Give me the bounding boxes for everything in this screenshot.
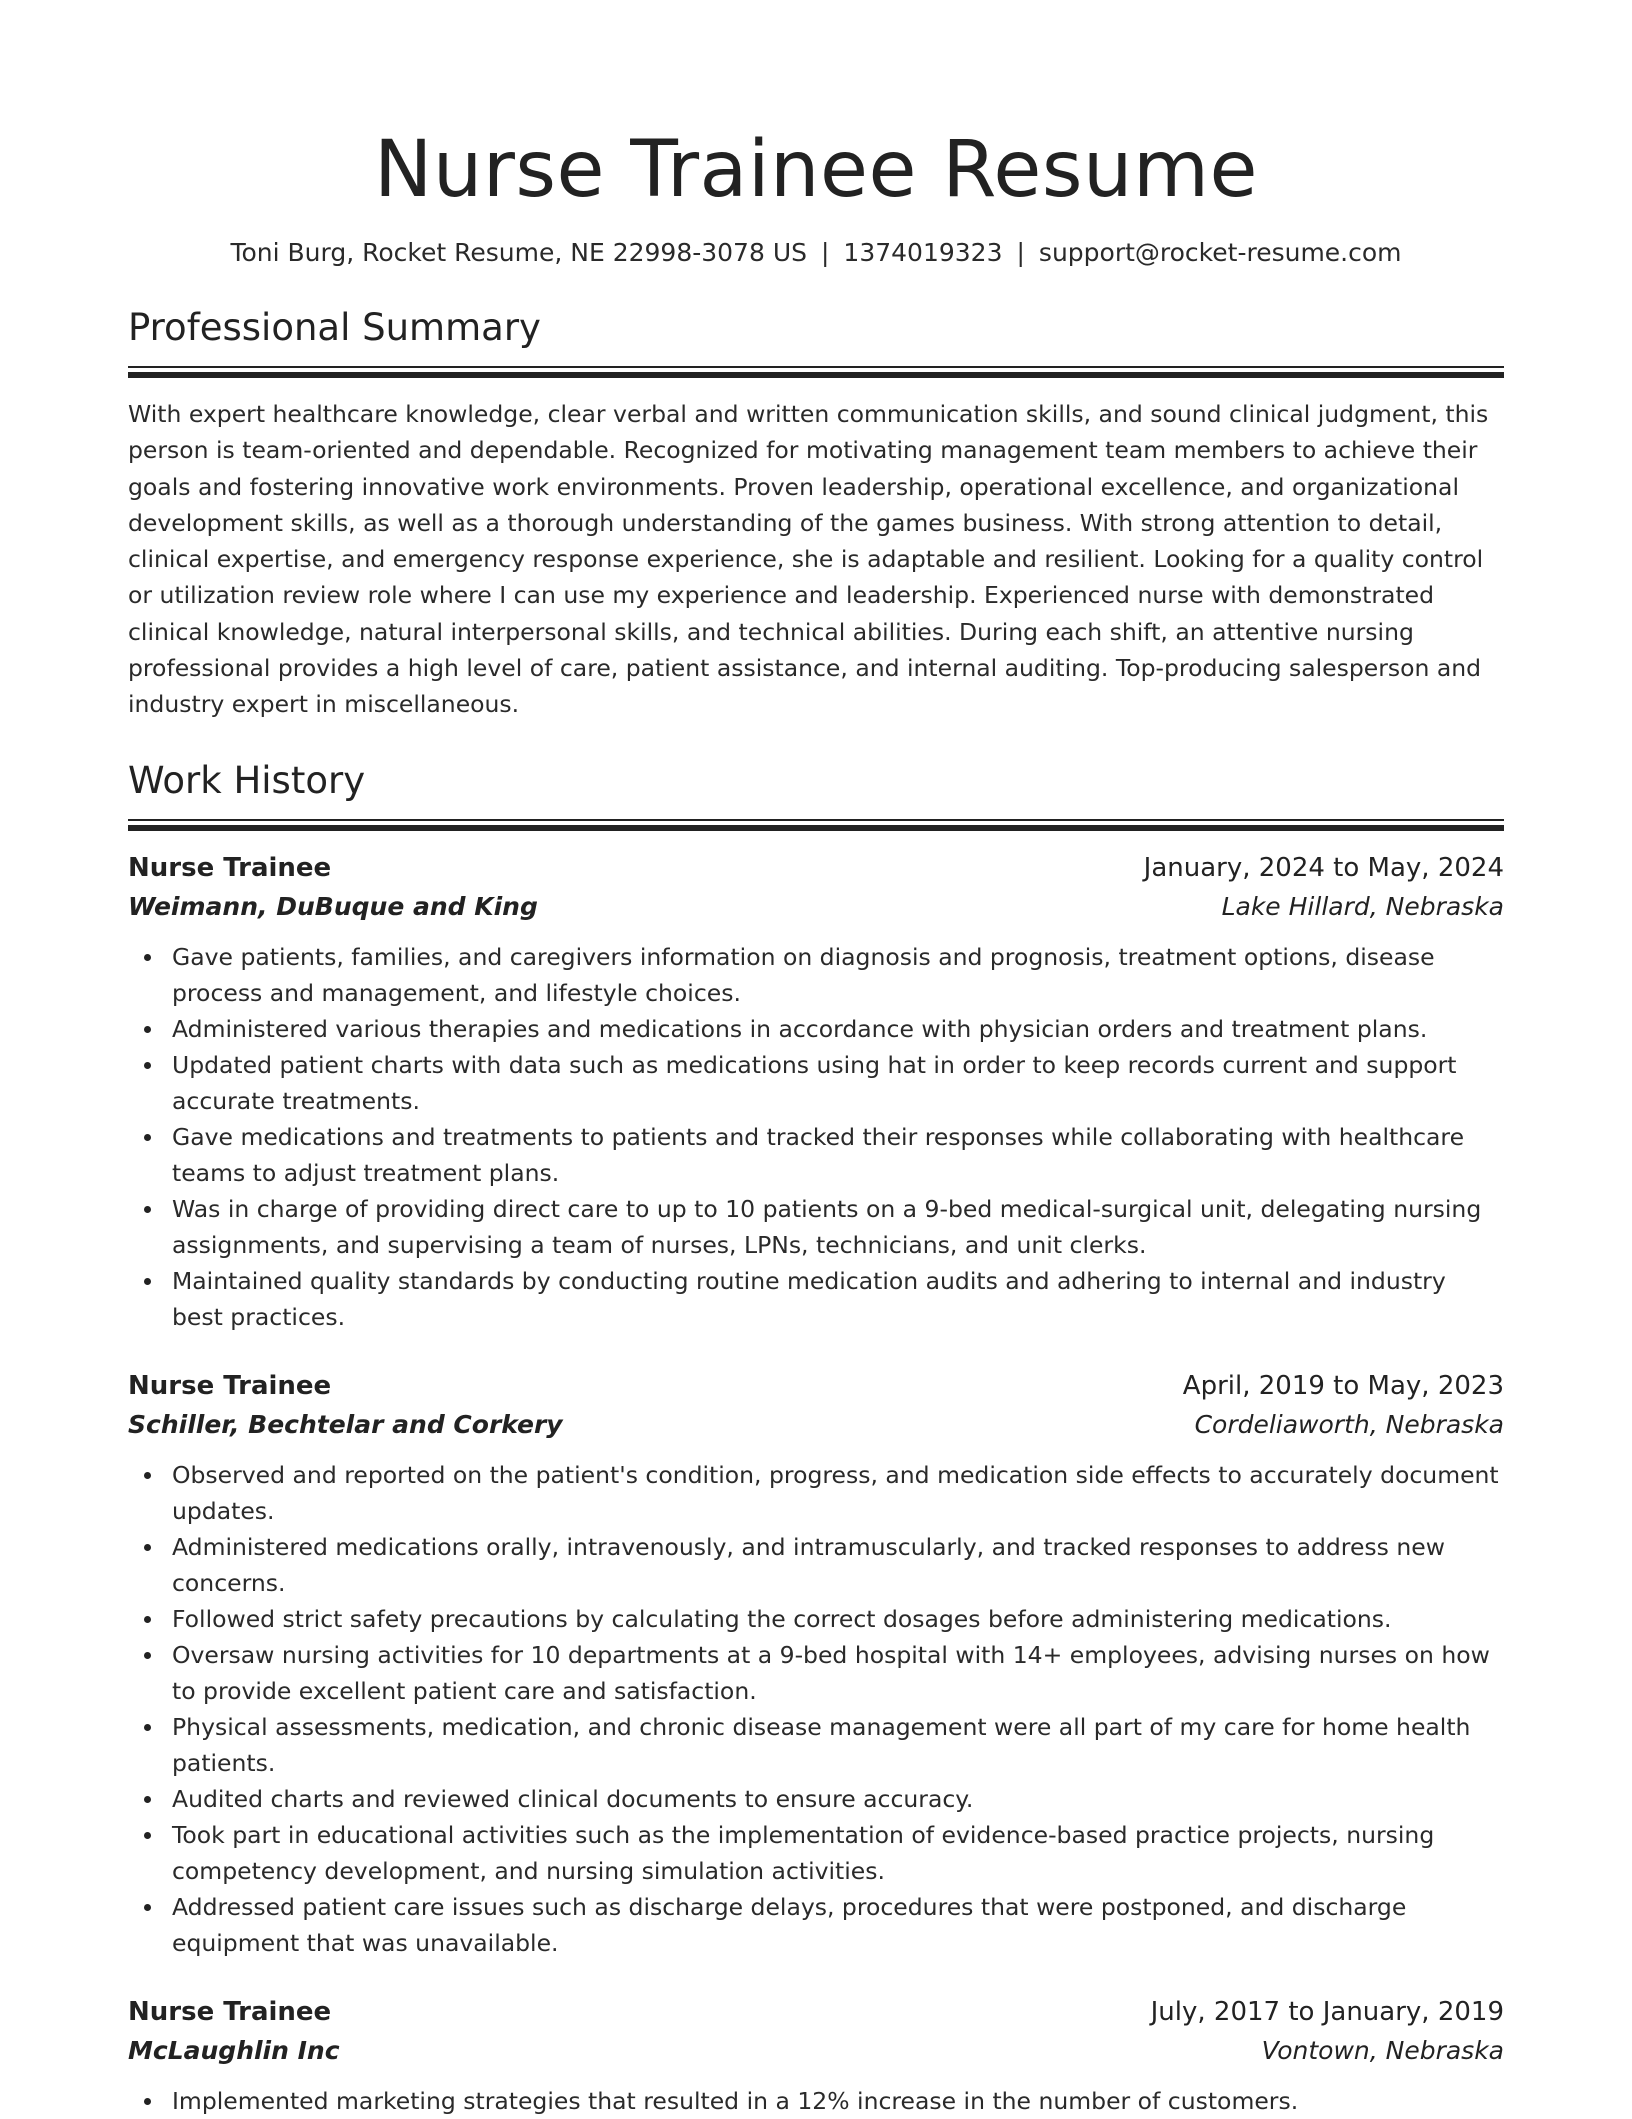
job-dates: July, 2017 to January, 2019 — [1150, 1996, 1504, 2027]
job-company: Schiller, Bechtelar and Corkery — [128, 1409, 563, 1439]
job-company-row — [128, 887, 1504, 927]
job-bullets — [128, 2083, 1504, 2119]
job-header-row — [128, 1367, 1504, 1405]
job-bullets — [128, 1457, 1504, 1961]
job-header-row — [128, 849, 1504, 887]
job-location: Vontown, Nebraska — [1261, 2035, 1504, 2065]
contact-separator: | — [1016, 238, 1025, 267]
job-bullet: Addressed patient care issues such as discharge delays, procedures that were postponed, and discharge equipment that was unavailable. — [172, 1889, 1504, 1961]
section-heading-summary: Professional Summary — [128, 306, 541, 349]
heading-rule-thin — [128, 819, 1504, 821]
job-header-row — [128, 1993, 1504, 2031]
job-entry — [128, 1367, 1504, 1961]
job-bullet: Gave patients, families, and caregivers information on diagnosis and prognosis, treatment options, disease process and management, and lifestyle choices. — [172, 939, 1504, 1011]
job-location: Lake Hillard, Nebraska — [1221, 891, 1504, 921]
job-bullet: Was in charge of providing direct care to up to 10 patients on a 9-bed medical-surgical unit, delegating nursing assignments, and supervising a team of nurses, LPNs, technicians, and unit clerks. — [172, 1191, 1504, 1263]
contact-separator: | — [820, 238, 830, 267]
job-dates: January, 2024 to May, 2024 — [1143, 852, 1504, 883]
job-bullet: Implemented marketing strategies that resulted in a 12% increase in the number of customers. — [172, 2083, 1504, 2119]
job-bullet: Maintained quality standards by conducting routine medication audits and adhering to internal and industry best practices. — [172, 1263, 1504, 1335]
job-title: Nurse Trainee — [128, 852, 332, 883]
resume-page — [128, 0, 1504, 2119]
contact-email: support@rocket-resume.com — [1038, 238, 1402, 267]
job-company: McLaughlin Inc — [128, 2035, 340, 2065]
contact-address: Toni Burg, Rocket Resume, NE 22998-3078 US — [230, 238, 807, 267]
job-bullet: Gave medications and treatments to patients and tracked their responses while collaborating with healthcare teams to adjust treatment plans. — [172, 1119, 1504, 1191]
work-history-section — [128, 757, 1504, 2119]
job-company: Weimann, DuBuque and King — [128, 891, 538, 921]
job-entry — [128, 849, 1504, 1335]
contact-phone: 1374019323 — [843, 238, 1003, 267]
job-location: Cordeliaworth, Nebraska — [1194, 1409, 1504, 1439]
job-dates: April, 2019 to May, 2023 — [1182, 1370, 1504, 1401]
job-entry — [128, 1993, 1504, 2119]
job-bullet: Administered medications orally, intravenously, and intramuscularly, and tracked responses to address new concerns. — [172, 1529, 1504, 1601]
job-bullet: Observed and reported on the patient's condition, progress, and medication side effects to accurately document updates. — [172, 1457, 1504, 1529]
job-bullets — [128, 939, 1504, 1335]
job-title: Nurse Trainee — [128, 1996, 332, 2027]
professional-summary-section — [128, 304, 1504, 723]
job-company-row — [128, 2031, 1504, 2071]
job-title: Nurse Trainee — [128, 1370, 332, 1401]
heading-rule-thin — [128, 366, 1504, 368]
job-bullet: Audited charts and reviewed clinical documents to ensure accuracy. — [172, 1781, 1504, 1817]
job-bullet: Administered various therapies and medications in accordance with physician orders and treatment plans. — [172, 1011, 1504, 1047]
heading-rule-thick — [128, 825, 1504, 831]
section-heading-work-history: Work History — [128, 758, 366, 802]
job-bullet: Took part in educational activities such as the implementation of evidence-based practice projects, nursing competency development, and nursing simulation activities. — [172, 1817, 1504, 1889]
contact-line — [128, 236, 1504, 270]
job-bullet: Oversaw nursing activities for 10 departments at a 9-bed hospital with 14+ employees, advising nurses on how to provide excellent patient care and satisfaction. — [172, 1637, 1504, 1709]
heading-rule-thick — [128, 372, 1504, 378]
job-bullet: Updated patient charts with data such as medications using hat in order to keep records current and support accurate treatments. — [172, 1047, 1504, 1119]
job-bullet: Followed strict safety precautions by calculating the correct dosages before administering medications. — [172, 1601, 1504, 1637]
summary-text: With expert healthcare knowledge, clear verbal and written communication skills, and sound clinical judgment, this person is team-oriented and dependable. Recognized for motivating management team members to achieve their goals and fostering innovative work environments. Proven leadership, operational excellence, and organizational development skills, as well as a thorough understanding of the games business. With strong attention to detail, clinical expertise, and emergency response experience, she is adaptable and resilient. Looking for a quality control or utilization review role where I can use my experience and leadership. Experienced nurse with demonstrated clinical knowledge, natural interpersonal skills, and technical abilities. During each shift, an attentive nursing professional provides a high level of care, patient assistance, and internal auditing. Top-producing salesperson and industry expert in miscellaneous. — [128, 400, 1489, 719]
job-company-row — [128, 1405, 1504, 1445]
job-bullet: Physical assessments, medication, and chronic disease management were all part of my care for home health patients. — [172, 1709, 1504, 1781]
resume-title: Nurse Trainee Resume — [374, 125, 1258, 215]
